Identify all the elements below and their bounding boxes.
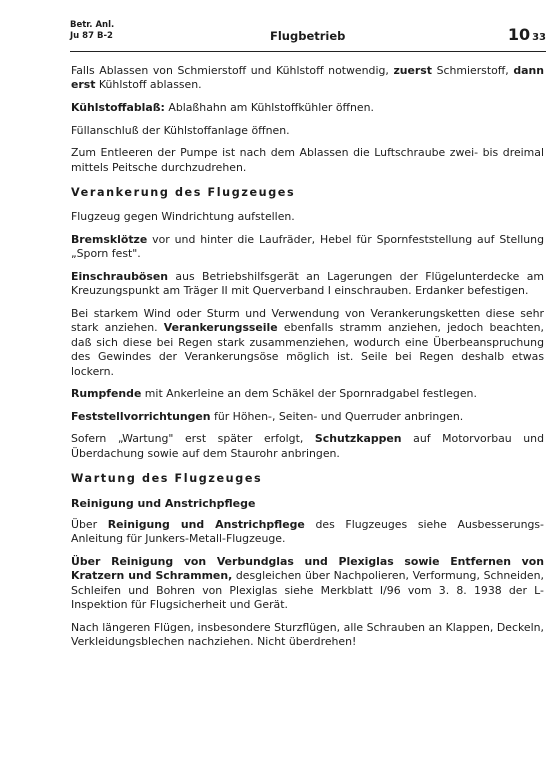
section-heading-anchoring: Verankerung des Flugzeuges [71,186,296,199]
text-run: aus Betriebshilfsgerät an Lagerungen der Flügelunterdecke am Kreuzungspunkt am Träger II mit Querverband I einschrauben. Erdanker befestigen. [71,270,544,298]
text-run: für Höhen-, Seiten- und Querruder anbringen. [210,409,464,423]
emphasis-text: Reinigung und Anstrichpflege [107,518,305,532]
emphasis-text: Kühlstoffablaß: [71,101,165,114]
paragraph-plexiglas [71,555,544,613]
text-run: Sofern „Wartung" erst später erfolgt, [71,432,315,446]
text-run: Falls Ablassen von Schmierstoff und Kühlstoff notwendig, [71,64,394,77]
text-run: Ablaßhahn am Kühlstoffkühler öffnen. [164,101,374,114]
section-heading-maintenance: Wartung des Flugzeuges [71,472,263,486]
header-divider [70,51,546,52]
text-run: Bei starkem Wind oder Sturm und Verwendung von Verankerungsketten diese sehr stark anziehen. [71,307,544,335]
document-reference [70,20,114,42]
chapter-title: Flugbetrieb [270,29,346,43]
paragraph-cleaning-reference [71,518,544,547]
text-run: Kühlstoff ablassen. [95,78,202,92]
text-run: auf Motorvorbau und Überdachung sowie auf dem Staurohr anbringen. [71,432,544,460]
emphasis-text: Verankerungsseile [163,321,278,335]
paragraph-filler-connection: Füllanschluß der Kühlstoffanlage öffnen. [71,123,290,137]
text-run: ebenfalls stramm anziehen, jedoch beachten, daß sich diese bei Regen stark zusammenziehen, wodurch eine Überbeanspruchung des Gewindes der Verankerungsöse möglich ist. Seile bei Regen deshalb etwas lockern. [71,321,544,378]
paragraph-control-locks [71,410,544,424]
emphasis-text: Bremsklötze [71,233,148,246]
paragraph-strong-wind [71,307,544,379]
emphasis-text: dann erst [71,64,544,92]
text-run: vor und hinter die Laufräder, Hebel für Spornfeststellung auf Stellung „Sporn fest". [71,233,544,261]
paragraph-coolant-drain [71,101,544,115]
text-run: Über [71,518,108,532]
emphasis-text: Einschraubösen [71,270,168,283]
section-number: 10 [507,25,531,44]
emphasis-text: Feststellvorrichtungen [71,409,211,423]
paragraph-protective-caps [71,432,544,461]
paragraph-wind-direction: Flugzeug gegen Windrichtung aufstellen. [71,210,295,224]
text-run: mit Ankerleine an dem Schäkel der Spornradgabel festlegen. [141,387,477,401]
paragraph-retighten-screws: Nach längeren Flügen, insbesondere Sturzflügen, alle Schrauben an Klappen, Deckeln, Verkleidungsblechen nachziehen. Nicht überdrehen! [71,620,544,649]
emphasis-text: Über Reinigung von Verbundglas und Plexiglas sowie Entfernen von Kratzern und Schrammen, [71,555,544,583]
document-reference-line-1: Betr. Anl. [70,20,115,30]
paragraph-pump-emptying: Zum Entleeren der Pumpe ist nach dem Ablassen die Luftschraube zwei- bis dreimal mittels Peitsche durchzudrehen. [71,146,544,174]
subheading-cleaning: Reinigung und Anstrichpflege [71,496,256,510]
paragraph-drain-order [71,64,544,93]
paragraph-eyebolts [71,270,544,299]
emphasis-text: Rumpfende [71,387,142,401]
text-run: desgleichen über Nachpolieren, Verformung, Schneiden, Schleifen und Bohren von Plexiglas siehe Merkblatt I/96 vom 3. 8. 1938 der L-Inspektion für Flugsicherheit und Gerät. [71,569,544,612]
document-reference-line-2: Ju 87 B-2 [70,31,113,41]
paragraph-brake-chocks [71,233,544,262]
text-run: Schmierstoff, [431,64,514,77]
page-body [71,64,544,658]
emphasis-text: Schutzkappen [314,432,402,446]
page-number-value: 33 [532,32,546,43]
paragraph-fuselage-end [71,387,544,401]
emphasis-text: zuerst [393,64,432,77]
text-run: des Flugzeuges siehe Ausbesserungs-Anleitung für Junkers-Metall-Flugzeuge. [71,518,544,546]
page-number [508,25,546,44]
page-header [70,18,546,54]
